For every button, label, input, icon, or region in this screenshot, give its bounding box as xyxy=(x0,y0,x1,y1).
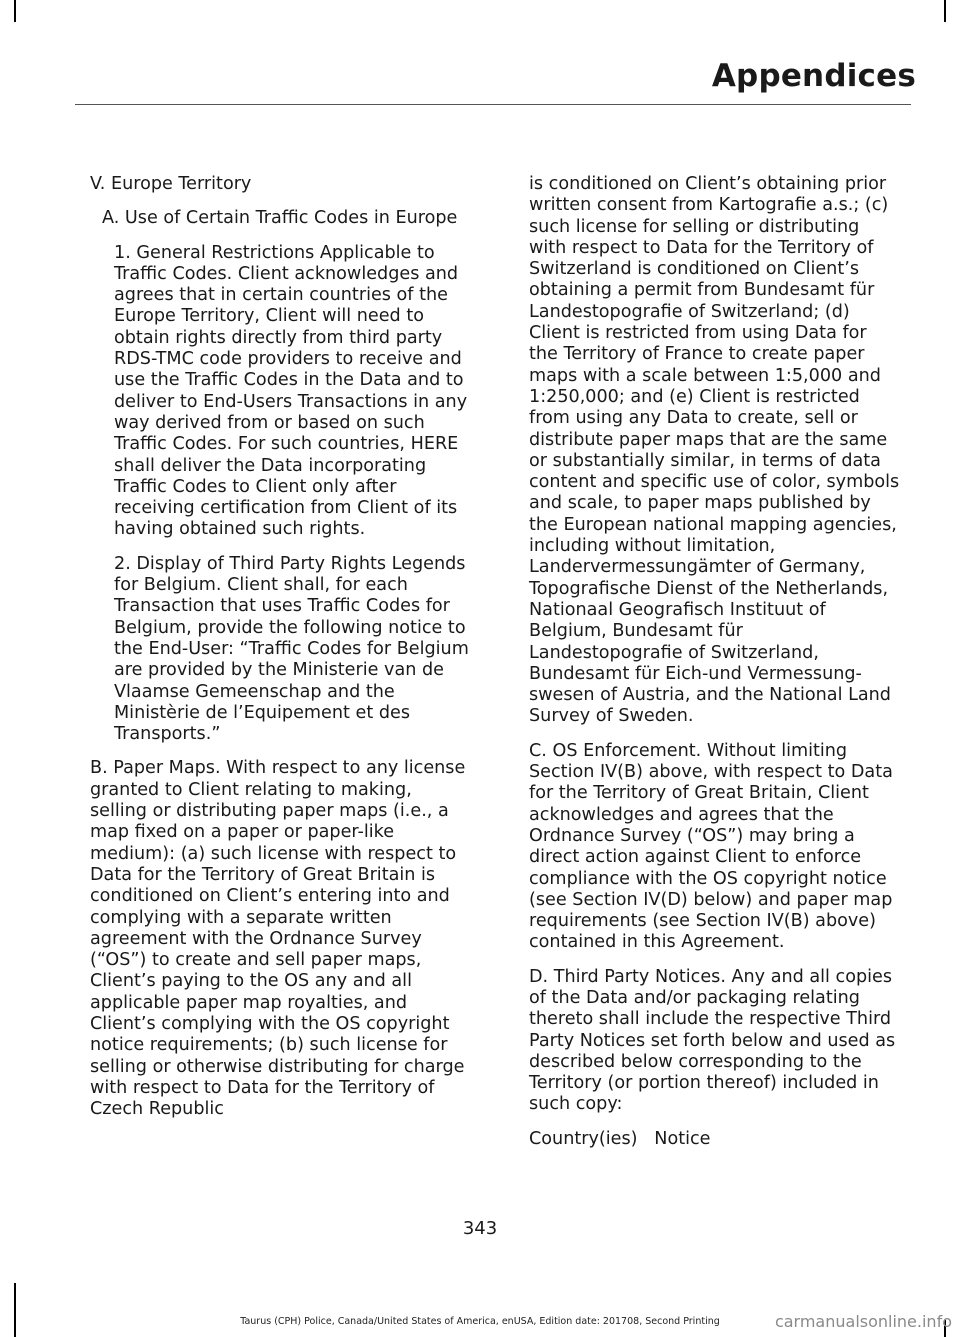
crop-mark-top-right xyxy=(944,0,946,22)
page-title: Appendices xyxy=(711,58,916,94)
section-heading: V. Europe Territory xyxy=(90,174,252,194)
header-divider xyxy=(75,104,911,105)
paragraph-paper-maps-continued: is conditioned on Client’s obtaining prior written consent from Kartografie a.s.; (c) such license for selling or distributing with respect to Data for the Territory of Switzerland is conditioned on Client’s obtaining a permit from Bundesamt für Landestopografie of Switzerland; (d) Client is restricted from using Data for the Territory of France to create paper maps with a scale between 1:5,000 and 1:250,000; and (e) Client is restricted from using any Data to create, sell or distribute paper maps that are the same or substantially similar, in terms of data content and specific use of color, symbols and scale, to paper maps published by the European national mapping agencies, including without limitation, Landervermessungämter of Germany, Topografische Dienst of the Netherlands, Nationaal Geografisch Instituut of Belgium, Bundesamt für Landestopografie of Switzerland, Bundesamt für Eich-und Vermessung-swesen of Austria, and the National Land Survey of Sweden. xyxy=(529,174,900,727)
crop-mark-bottom-left xyxy=(14,1283,16,1337)
left-column xyxy=(90,174,470,1133)
paragraph-paper-maps: B. Paper Maps. With respect to any license granted to Client relating to making, selling or distributing paper maps (i.e., a map fixed on a paper or paper-like medium): (a) such license with respect to Data for the Territory of Great Britain is conditioned on Client’s entering into and complying with a separate written agreement with the Ordnance Survey (“OS”) to create and sell paper maps, Client’s paying to the OS any and all applicable paper map royalties, and Client’s complying with the OS copyright notice requirements; (b) such license for selling or otherwise distributing for charge with respect to Data for the Territory of Czech Republic xyxy=(90,758,466,1120)
watermark: carmanualsonline.info xyxy=(774,1312,952,1331)
page-number: 343 xyxy=(462,1218,498,1239)
paragraph-os-enforcement: C. OS Enforcement. Without limiting Section IV(B) above, with respect to Data for the Territory of Great Britain, Client acknowledges and agrees that the Ordnance Survey (“OS”) may bring a direct action against Client to enforce compliance with the OS copyright notice (see Section IV(D) below) and paper map requirements (see Section IV(B) above) contained in this Agreement. xyxy=(529,740,893,953)
crop-mark-top-left xyxy=(14,0,16,22)
paragraph-general-restrictions: 1. General Restrictions Applicable to Traffic Codes. Client acknowledges and agrees that in certain countries of the Europe Territory, Client will need to obtain rights directly from third party RDS-TMC code providers to receive and use the Traffic Codes in the Data and to deliver to End-Users Transactions in any way derived from or based on such Traffic Codes. For such countries, HERE shall deliver the Data incorporating Traffic Codes to Client only after receiving certification from Client of its having obtained such rights. xyxy=(114,242,468,540)
paragraph-third-party-notices: D. Third Party Notices. Any and all copies of the Data and/or packaging relating thereto shall include the respective Third Party Notices set forth below and used as described below corresponding to the Territory (or portion thereof) included in such copy: xyxy=(529,966,896,1115)
subsection-heading: A. Use of Certain Traffic Codes in Europe xyxy=(102,208,458,229)
paragraph-belgium-legends: 2. Display of Third Party Rights Legends for Belgium. Client shall, for each Transaction that uses Traffic Codes for Belgium, provide the following notice to the End-User: “Traffic Codes for Belgium are provided by the Ministerie van de Vlaamse Gemeenschap and the Ministèrie de l’Equipement et des Transports.” xyxy=(114,553,469,745)
table-header-country-notice: Country(ies) Notice xyxy=(529,1128,711,1149)
right-column xyxy=(529,174,901,1163)
footer-text: Taurus (CPH) Police, Canada/United States of America, enUSA, Edition date: 201708, Second Printing xyxy=(240,1316,720,1327)
